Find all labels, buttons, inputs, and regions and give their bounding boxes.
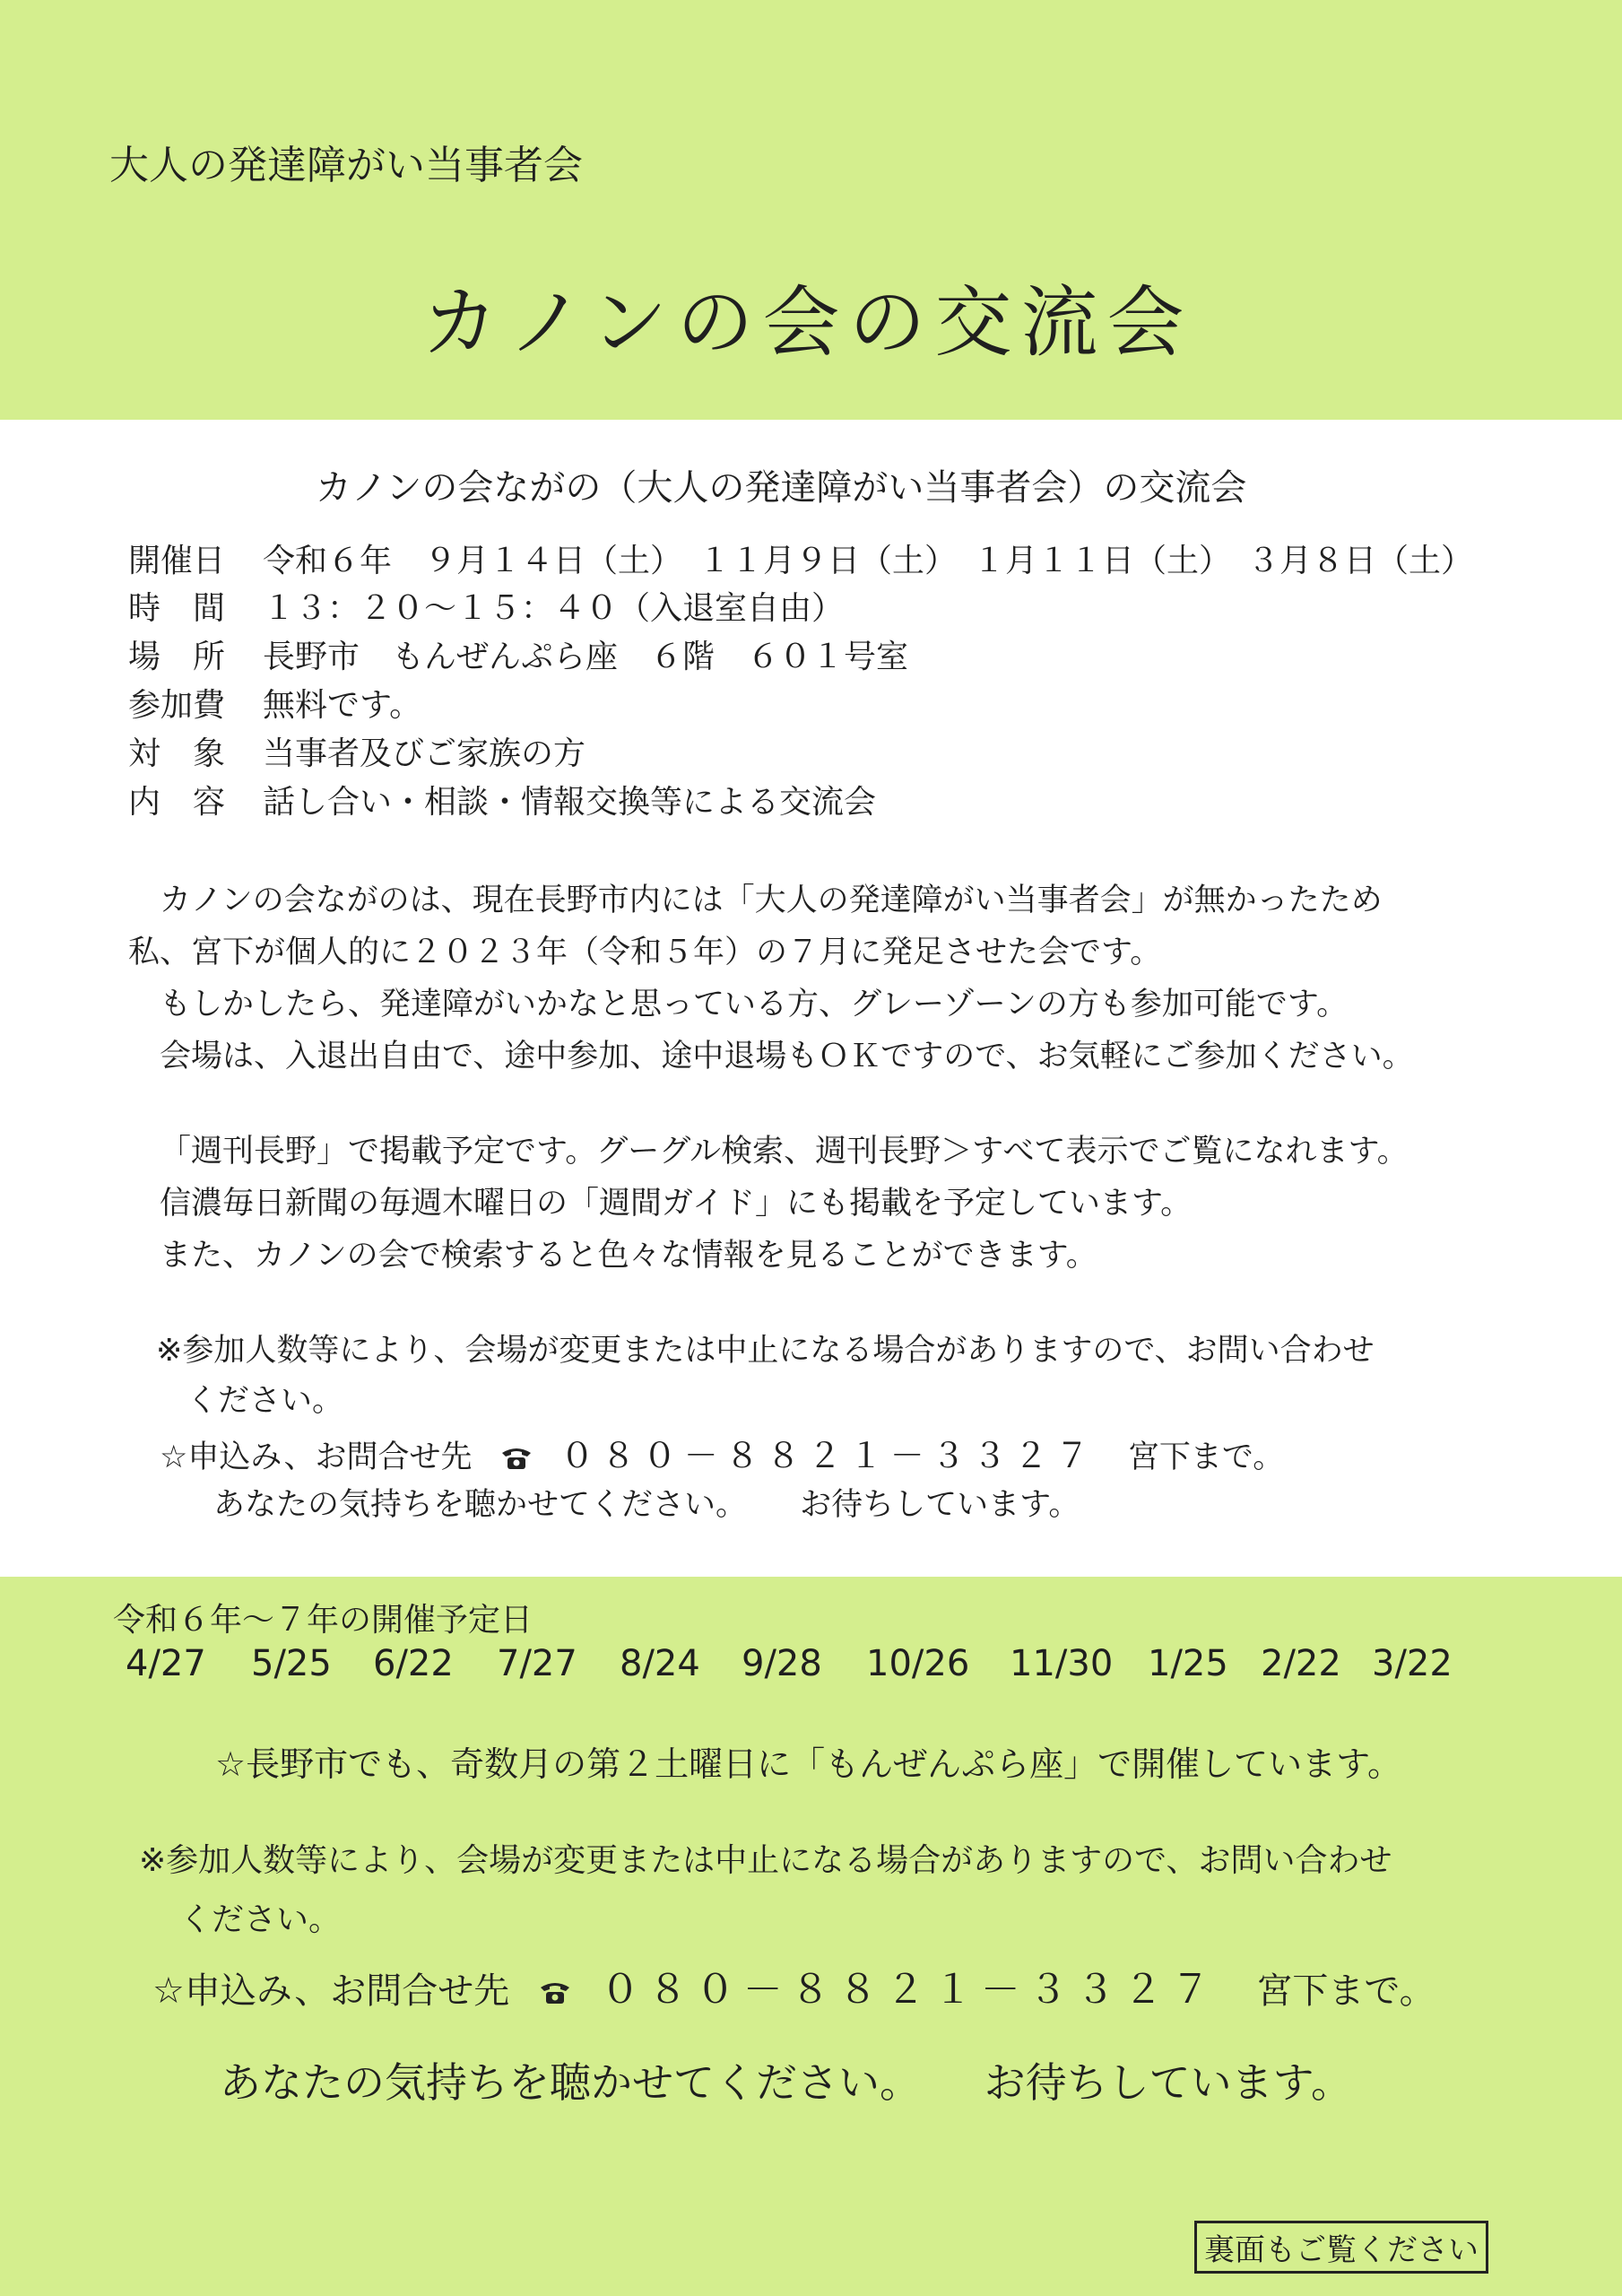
closing-message: あなたの気持ちを聴かせてください。 <box>220 2058 921 2107</box>
monzen-note: ☆長野市でも、奇数月の第２土曜日に「もんぜんぷら座」で開催しています。 <box>215 1744 1402 1784</box>
info-value: 無料です。 <box>263 687 422 724</box>
schedule-heading: 令和６年～７年の開催予定日 <box>113 1602 533 1639</box>
contact-line <box>152 1957 1436 2014</box>
intro-line: 私、宮下が個人的に２０２３年（令和５年）の７月に発足させた会です。 <box>128 935 1162 970</box>
intro-line: もしかしたら、発達障がいかなと思っている方、グレーゾーンの方も参加可能です。 <box>160 987 1349 1022</box>
closing-message: お待ちしています。 <box>984 2058 1352 2107</box>
note-line: ください。 <box>186 1383 344 1419</box>
info-label: 時 間 <box>128 590 226 627</box>
panel-heading: カノンの会ながの（大人の発達障がい当事者会）の交流会 <box>316 467 1247 509</box>
info-value: １３：２０～１５：４０（入退室自由） <box>263 590 845 627</box>
closing-line <box>213 1480 1080 1525</box>
closing-line <box>220 2050 1352 2109</box>
intro-line: カノンの会ながのは、現在長野市内には「大人の発達障がい当事者会」が無かったため <box>160 883 1383 918</box>
publicity-line: 信濃毎日新聞の毎週木曜日の「週間ガイド」にも掲載を予定しています。 <box>160 1186 1193 1222</box>
schedule-date: 4/27 <box>126 1643 206 1684</box>
schedule-date: 8/24 <box>620 1643 700 1684</box>
back-side-notice: 裏面もご覧ください <box>1194 2221 1488 2274</box>
publicity-line: 「週刊長野」で掲載予定です。グーグル検索、週刊長野＞すべて表示でご覧になれます。 <box>160 1134 1409 1170</box>
note-line: ください。 <box>179 1901 342 1938</box>
contact-suffix: 宮下まで。 <box>1256 1970 1436 2012</box>
info-row-time <box>128 583 844 629</box>
schedule-date: 2/22 <box>1261 1643 1341 1684</box>
info-row-target <box>128 728 585 774</box>
contact-phone: ０８０－８８２１－３３２７ <box>559 1436 1097 1475</box>
info-label: 内 容 <box>128 784 226 821</box>
contact-phone: ０８０－８８２１－３３２７ <box>600 1967 1219 2013</box>
closing-message: あなたの気持ちを聴かせてください。 <box>213 1487 748 1523</box>
info-row-content <box>128 777 876 822</box>
schedule-date: 6/22 <box>373 1643 454 1684</box>
schedule-date: 3/22 <box>1372 1643 1453 1684</box>
info-value: 当事者及びご家族の方 <box>263 735 586 772</box>
telephone-icon <box>539 1980 571 2005</box>
schedule-dates <box>126 1643 1470 1688</box>
info-row-date <box>128 535 1473 581</box>
publicity-line: また、カノンの会で検索すると色々な情報を見ることができます。 <box>160 1238 1097 1274</box>
info-value: 話し合い・相談・情報交換等による交流会 <box>263 784 877 821</box>
info-value: 長野市 もんぜんぷら座 ６階 ６０１号室 <box>263 639 909 675</box>
contact-label: ☆申込み、お問合せ先 <box>152 1970 510 2012</box>
schedule-date: 9/28 <box>742 1643 822 1684</box>
contact-label: ☆申込み、お問合せ先 <box>160 1439 473 1475</box>
telephone-icon <box>500 1446 533 1471</box>
schedule-date: 1/25 <box>1148 1643 1228 1684</box>
organization-subtitle: 大人の発達障がい当事者会 <box>109 143 583 188</box>
contact-suffix: 宮下まで。 <box>1127 1439 1285 1475</box>
contact-line <box>160 1428 1284 1477</box>
schedule-date: 11/30 <box>1010 1643 1114 1684</box>
info-label: 参加費 <box>128 687 226 724</box>
page-title: カノンの会の交流会 <box>421 278 1193 368</box>
info-label: 対 象 <box>128 735 226 772</box>
schedule-date: 7/27 <box>497 1643 577 1684</box>
info-value: 令和６年 ９月１４日（土） １１月９日（土） １月１１日（土） ３月８日（土） <box>263 543 1474 579</box>
closing-message: お待ちしています。 <box>800 1487 1080 1523</box>
schedule-date: 5/25 <box>251 1643 332 1684</box>
note-line: ※参加人数等により、会場が変更または中止になる場合がありますので、お問い合わせ <box>156 1333 1375 1369</box>
info-row-fee <box>128 680 421 726</box>
info-label: 開催日 <box>128 543 226 579</box>
intro-line: 会場は、入退出自由で、途中参加、途中退場もＯＫですので、お気軽にご参加ください。 <box>160 1039 1414 1074</box>
info-label: 場 所 <box>128 639 226 675</box>
note-line: ※参加人数等により、会場が変更または中止になる場合がありますので、お問い合わせ <box>139 1842 1392 1879</box>
schedule-date: 10/26 <box>866 1643 970 1684</box>
info-row-place <box>128 631 908 677</box>
